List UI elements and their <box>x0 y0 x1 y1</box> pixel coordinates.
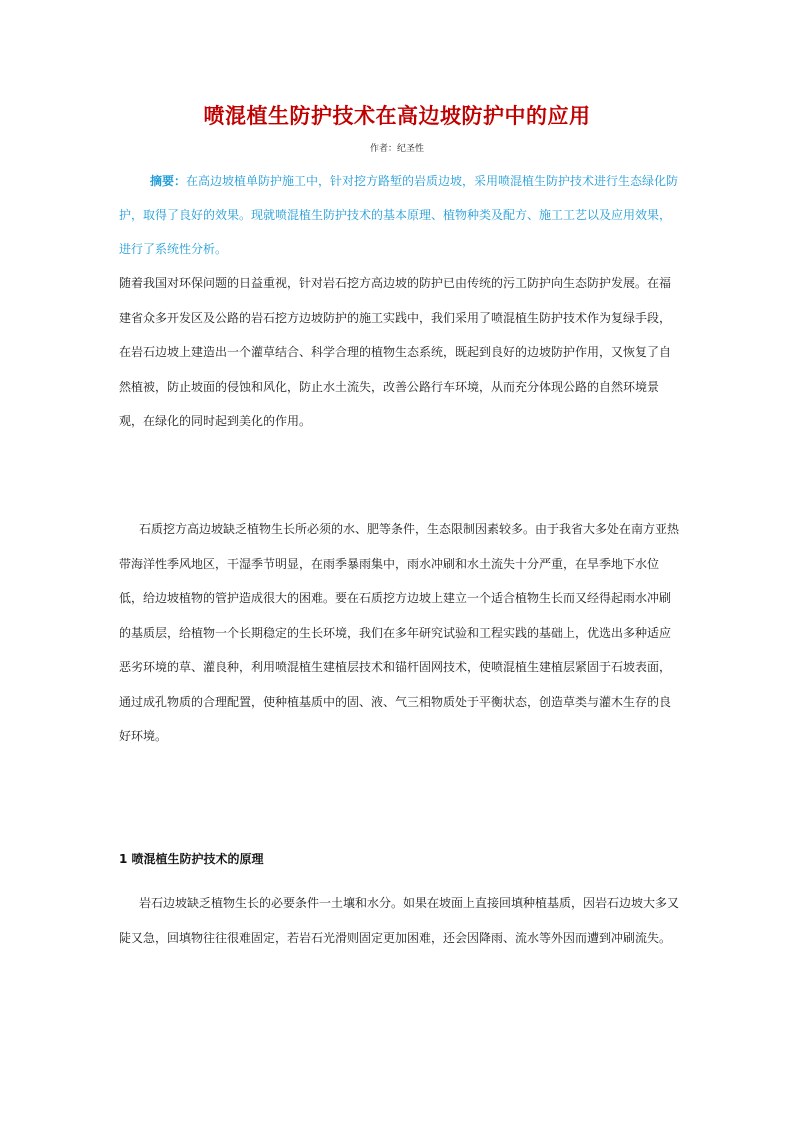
paragraph-conditions <box>119 512 679 754</box>
document-title: 喷混植生防护技术在高边坡防护中的应用 <box>203 103 591 128</box>
abstract-label: 摘要： <box>150 174 187 188</box>
paragraph-principle-text: 岩石边坡缺乏植物生长的必要条件一土壤和水分。如果在坡面上直接回填种植基质，因岩石边坡大多又陡又急，回填物往往很难固定，若岩石光滑则固定更加困难，还会因降雨、流水等外因而遭到冲刷流失。 <box>119 896 680 945</box>
section-heading: 1 喷混植生防护技术的原理 <box>119 852 264 866</box>
abstract <box>119 164 679 266</box>
abstract-text: 在高边坡植单防护施工中，针对挖方路堑的岩质边坡，采用喷混植生防护技术进行生态绿化防护，取得了良好的效果。现就喷混植生防护技术的基本原理、植物种类及配方、施工工艺以及应用效果，进行了系统性分析。 <box>119 174 679 256</box>
paragraph-conditions-text: 石质挖方高边坡缺乏植物生长所必须的水、肥等条件，生态限制因素较多。由于我省大多处在南方亚热带海洋性季风地区，干湿季节明显，在雨季暴雨集中，雨水冲刷和水土流失十分严重，在旱季地下水位低，给边坡植物的管护造成很大的困难。要在石质挖方边坡上建立一个适合植物生长而又经得起雨水冲刷的基质层，给植物一个长期稳定的生长环境，我们在多年研究试验和工程实践的基础上，优选出多种适应恶劣环境的草、灌良种，利用喷混植生建植层技术和锚杆固网技术，使喷混植生建植层紧固于石坡表面，通过成孔物质的合理配置，使种植基质中的固、液、气三相物质处于平衡状态，创造草类与灌木生存的良好环境。 <box>119 522 680 743</box>
paragraph-intro-text: 随着我国对环保问题的日益重视，针对岩石挖方高边坡的防护已由传统的污工防护向生态防护发展。在福建省众多开发区及公路的岩石挖方边坡防护的施工实践中，我们采用了喷混植生防护技术作为复绿手段，在岩石边坡上建造出一个灌草结合、科学合理的植物生态系统，既起到良好的边坡防护作用，又恢复了自然植被，防止坡面的侵蚀和风化，防止水土流失，改善公路行车环境，从而充分体现公路的自然环境景观，在绿化的同时起到美化的作用。 <box>119 276 672 428</box>
paragraph-principle <box>119 886 679 955</box>
author-line: 作者：纪圣性 <box>369 144 424 154</box>
paragraph-intro <box>119 266 679 439</box>
